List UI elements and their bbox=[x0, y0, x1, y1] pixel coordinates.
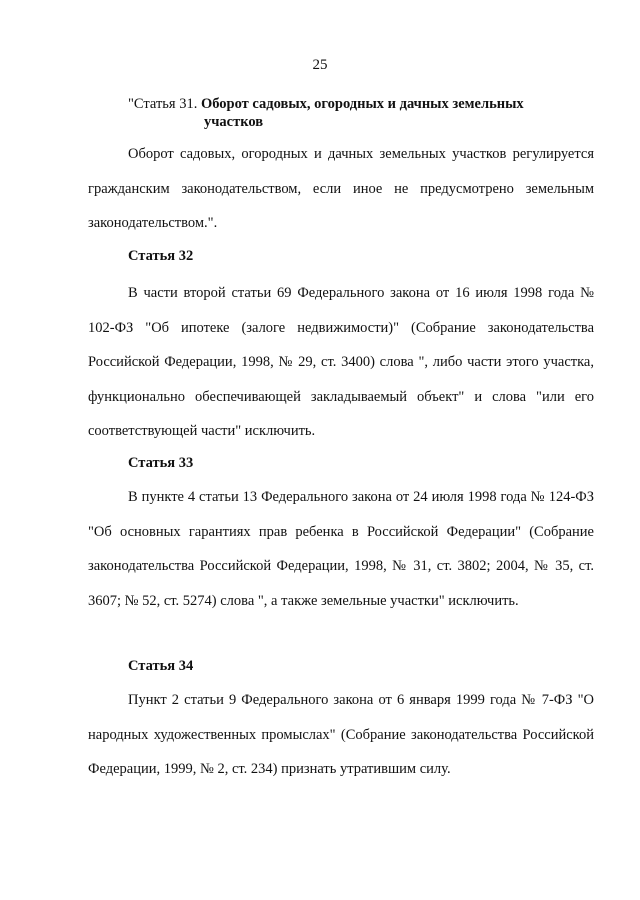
article-32-body: В части второй статьи 69 Федерального закона от 16 июля 1998 года № 102-ФЗ "Об ипотеке (залоге недвижимости)" (Собрание законодательства Российской Федерации, 1998, № 29, ст. 3400) слова ", либо части этого участка, функционально обеспечивающей закладываемый объект" и слова "или его соответствующей части" исключить. bbox=[88, 285, 594, 439]
article-31-title-line2: участков bbox=[204, 114, 264, 130]
article-34-heading: Статья 34 bbox=[128, 658, 194, 674]
article-32-heading: Статья 32 bbox=[128, 248, 194, 264]
article-34-body: Пункт 2 статьи 9 Федерального закона от 6 января 1999 года № 7-ФЗ "О народных художественных промыслах" (Собрание законодательства Российской Федерации, 1999, № 2, ст. 234) признать утратившим силу. bbox=[88, 692, 594, 777]
article-33-heading: Статья 33 bbox=[128, 455, 194, 471]
article-31-body: Оборот садовых, огородных и дачных земельных участков регулируется гражданским законодательством, если иное не предусмотрено земельным законодательством.". bbox=[88, 146, 594, 231]
article-33-body: В пункте 4 статьи 13 Федерального закона от 24 июля 1998 года № 124-ФЗ "Об основных гарантиях прав ребенка в Российской Федерации" (Собрание законодательства Российской Федерации, 1998, № 31, ст. 3802; 2004, № 35, ст. 3607; № 52, ст. 5274) слова ", а также земельные участки" исключить. bbox=[88, 489, 594, 609]
article-31-heading bbox=[128, 95, 598, 131]
article-31-title-line1: Оборот садовых, огородных и дачных земельных bbox=[200, 96, 524, 112]
page-number: 25 bbox=[312, 57, 328, 73]
article-31-prefix: "Статья 31. bbox=[128, 96, 201, 112]
